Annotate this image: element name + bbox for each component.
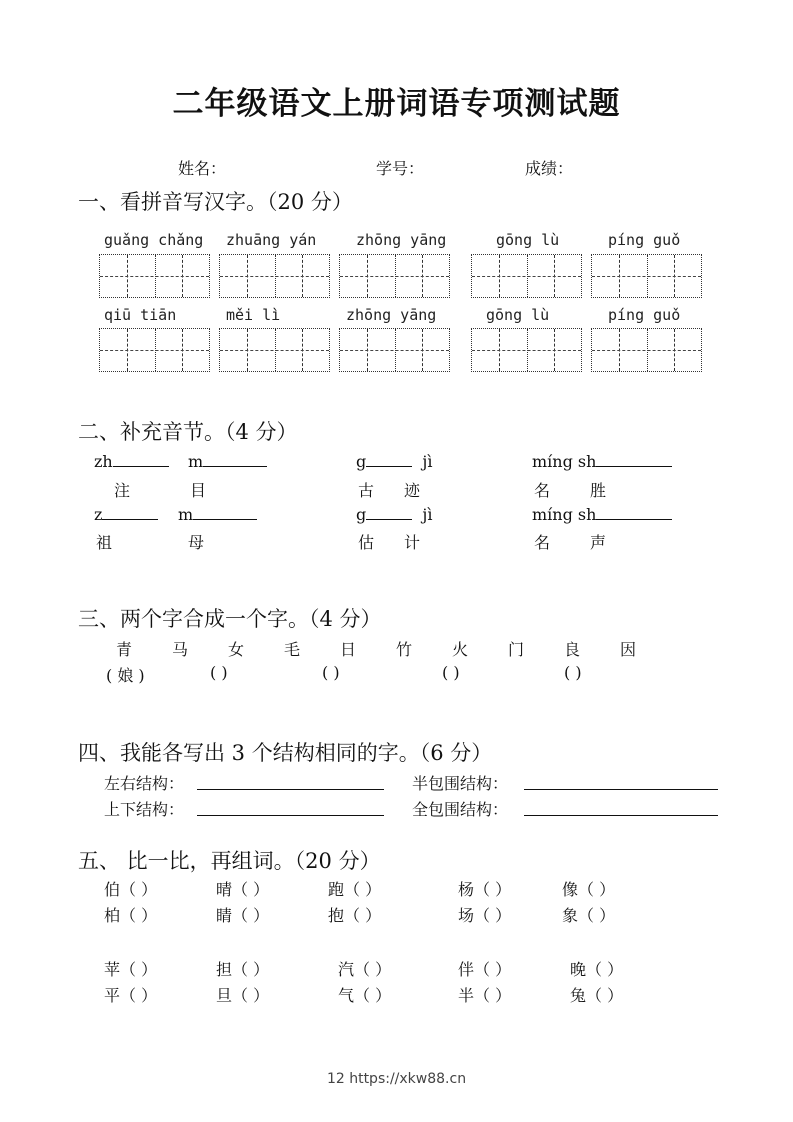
answer-blank[interactable]: [193, 505, 257, 520]
writing-grid[interactable]: [339, 328, 450, 372]
answer-line[interactable]: [524, 771, 718, 790]
compare-char: 担: [216, 960, 233, 979]
compare-char: 旦: [216, 986, 233, 1005]
pinyin: píng guǒ: [608, 231, 681, 249]
answer-paren[interactable]: （ ）: [120, 906, 158, 925]
syllable-prefix: m: [188, 452, 204, 471]
answer-paren[interactable]: ( ): [564, 663, 582, 682]
hanzi: 古: [358, 481, 375, 500]
answer-blank[interactable]: [113, 452, 169, 467]
answer-paren[interactable]: （ ）: [120, 986, 158, 1005]
answer-paren[interactable]: （ ）: [120, 960, 158, 979]
writing-grid[interactable]: [99, 254, 210, 298]
pinyin: píng guǒ: [608, 306, 681, 324]
answer-paren[interactable]: （ ）: [578, 880, 616, 899]
char: 良: [564, 640, 581, 659]
structure-label: 上下结构：: [104, 800, 185, 819]
answer-paren[interactable]: （ ）: [586, 960, 624, 979]
compare-char: 跑: [328, 880, 345, 899]
syllable-prefix: m: [178, 505, 194, 524]
answer-blank[interactable]: [203, 452, 267, 467]
section-4-heading: 四、我能各写出 3 个结构相同的字。（6 分）: [78, 741, 493, 765]
answer-paren[interactable]: ( ): [322, 663, 340, 682]
answer-blank[interactable]: [366, 452, 412, 467]
hanzi: 目: [190, 481, 207, 500]
compare-char: 抱: [328, 906, 345, 925]
compare-char: 伯: [104, 880, 121, 899]
pinyin: qiū tiān: [104, 306, 177, 324]
compare-char: 晚: [570, 960, 587, 979]
answer-paren[interactable]: （ ）: [344, 906, 382, 925]
structure-label: 半包围结构：: [412, 774, 509, 793]
pinyin: gōng lù: [486, 306, 550, 324]
hanzi: 注: [114, 481, 131, 500]
syllable: jì: [422, 505, 433, 524]
answer-blank[interactable]: [366, 505, 412, 520]
structure-label: 全包围结构：: [412, 800, 509, 819]
compare-char: 像: [562, 880, 579, 899]
answer-blank[interactable]: [596, 505, 672, 520]
compare-char: 气: [338, 986, 355, 1005]
compare-char: 杨: [458, 880, 475, 899]
answer-paren[interactable]: （ ）: [232, 880, 270, 899]
compare-char: 场: [458, 906, 475, 925]
answer-paren[interactable]: （ ）: [120, 880, 158, 899]
compare-char: 象: [562, 906, 579, 925]
hanzi: 声: [590, 533, 607, 552]
section-2-heading: 二、补充音节。（4 分）: [78, 420, 298, 444]
hanzi: 迹: [404, 481, 421, 500]
answer-paren[interactable]: （ ）: [474, 906, 512, 925]
pinyin: zhōng yāng: [356, 231, 447, 249]
compare-char: 睛: [216, 906, 233, 925]
hanzi: 计: [404, 533, 421, 552]
answer-line[interactable]: [524, 797, 718, 816]
answer-paren[interactable]: （ ）: [232, 906, 270, 925]
char: 青: [116, 640, 133, 659]
pinyin: guǎng chǎng: [104, 231, 204, 249]
answer-paren[interactable]: （ ）: [354, 986, 392, 1005]
section-3-heading: 三、两个字合成一个字。（4 分）: [78, 607, 382, 631]
structure-label: 左右结构：: [104, 774, 185, 793]
hanzi: 名: [534, 481, 551, 500]
pinyin: měi lì: [226, 306, 281, 324]
answer-paren[interactable]: （ ）: [474, 960, 512, 979]
answer-paren[interactable]: （ ）: [474, 986, 512, 1005]
answer-line[interactable]: [197, 771, 384, 790]
hanzi: 胜: [590, 481, 607, 500]
section-5-heading: 五、 比一比，再组词。（20 分）: [78, 849, 381, 873]
compare-char: 柏: [104, 906, 121, 925]
syllable-prefix: míng sh: [532, 505, 597, 524]
compare-char: 平: [104, 986, 121, 1005]
char: 门: [508, 640, 525, 659]
hanzi: 名: [534, 533, 551, 552]
writing-grid[interactable]: [591, 254, 702, 298]
answer-paren[interactable]: ( ): [442, 663, 460, 682]
score-label: 成绩：: [525, 159, 574, 178]
compare-char: 晴: [216, 880, 233, 899]
answer-paren[interactable]: （ ）: [232, 960, 270, 979]
pinyin: gōng lù: [496, 231, 560, 249]
name-label: 姓名：: [178, 159, 227, 178]
char: 毛: [284, 640, 301, 659]
answer-paren[interactable]: （ ）: [232, 986, 270, 1005]
compare-char: 伴: [458, 960, 475, 979]
writing-grid[interactable]: [99, 328, 210, 372]
page-footer: 12 https://xkw88.cn: [326, 1071, 467, 1087]
compare-char: 兔: [570, 986, 587, 1005]
syllable-prefix: míng sh: [532, 452, 597, 471]
section-1-heading: 一、看拼音写汉字。（20 分）: [78, 190, 353, 214]
char: 因: [620, 640, 637, 659]
char: 女: [228, 640, 245, 659]
syllable: jì: [422, 452, 433, 471]
compare-char: 汽: [338, 960, 355, 979]
hanzi: 估: [358, 533, 375, 552]
syllable-prefix: g: [356, 505, 367, 524]
char: 火: [452, 640, 469, 659]
answer-paren[interactable]: ( ): [210, 663, 228, 682]
number-label: 学号：: [376, 159, 425, 178]
compare-char: 苹: [104, 960, 121, 979]
writing-grid[interactable]: [471, 328, 582, 372]
writing-grid[interactable]: [471, 254, 582, 298]
char: 竹: [396, 640, 413, 659]
writing-grid[interactable]: [339, 254, 450, 298]
char: 马: [172, 640, 189, 659]
writing-grid[interactable]: [591, 328, 702, 372]
answer-paren[interactable]: （ ）: [586, 986, 624, 1005]
answer-paren[interactable]: （ ）: [474, 880, 512, 899]
answer-paren: ( 娘 ): [106, 666, 145, 685]
answer-paren[interactable]: （ ）: [354, 960, 392, 979]
writing-grid[interactable]: [219, 254, 330, 298]
compare-char: 半: [458, 986, 475, 1005]
page-title: 二年级语文上册词语专项测试题: [172, 86, 621, 122]
hanzi: 母: [188, 533, 205, 552]
syllable-prefix: z: [94, 505, 103, 524]
answer-paren[interactable]: （ ）: [578, 906, 616, 925]
pinyin: zhōng yāng: [346, 306, 437, 324]
answer-blank[interactable]: [102, 505, 158, 520]
hanzi: 祖: [96, 533, 113, 552]
syllable-prefix: g: [356, 452, 367, 471]
pinyin: zhuāng yán: [226, 231, 317, 249]
answer-paren[interactable]: （ ）: [344, 880, 382, 899]
syllable-prefix: zh: [94, 452, 113, 471]
answer-blank[interactable]: [596, 452, 672, 467]
answer-line[interactable]: [197, 797, 384, 816]
char: 日: [340, 640, 357, 659]
writing-grid[interactable]: [219, 328, 330, 372]
